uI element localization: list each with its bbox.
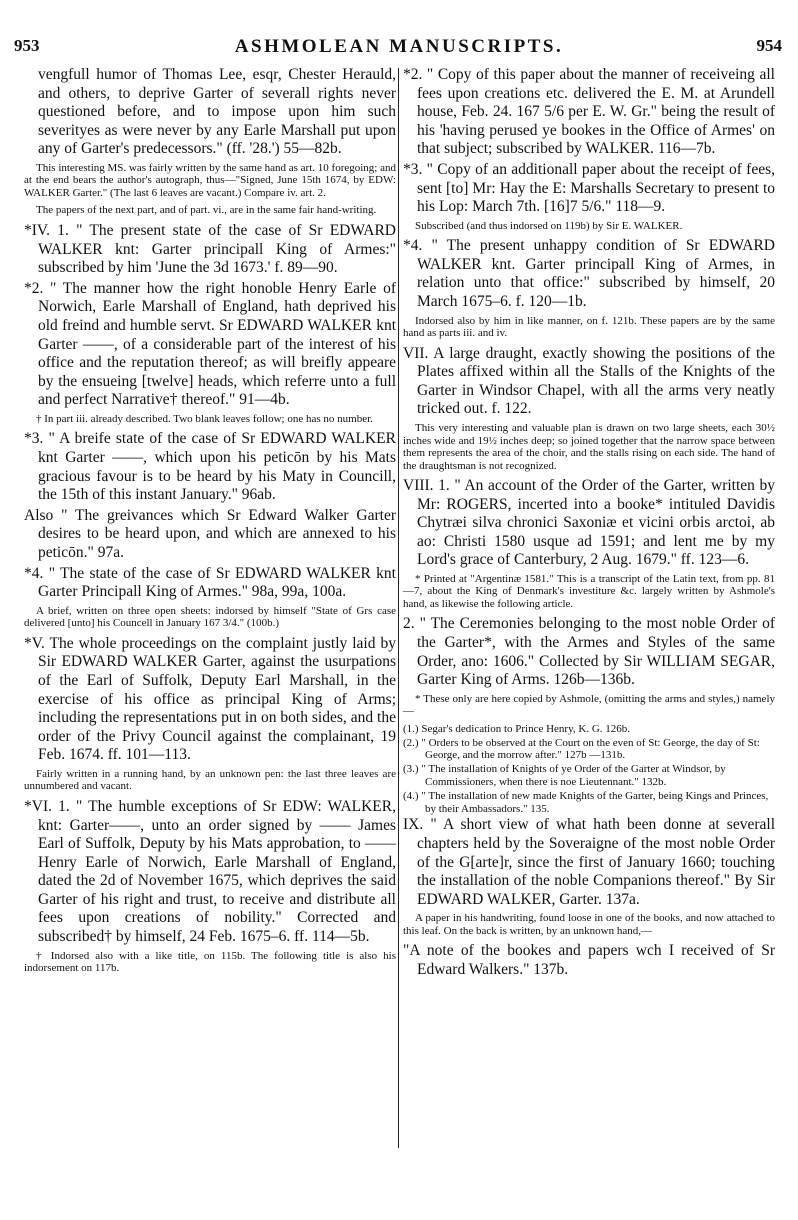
column-divider xyxy=(398,68,399,1148)
right-column-sub-item: (1.) Segar's dedication to Prince Henry, K. G. 126b. xyxy=(403,722,631,735)
right-column-sub-item: (3.) " The installation of Knights of ye Order of the Garter at Windsor, by Commissioners, when there is noe Lieutennant." 132b. xyxy=(403,763,726,789)
left-column-entry: vengfull humor of Thomas Lee, esqr, Chester Herauld, and others, to deprive Garter of severall rights never questioned before, and to impose upon him such severityes as were never by any Earle Marshall put upon any of Garter's predecessors." (ff. '28.') 55—82b. xyxy=(38,66,396,158)
running-header xyxy=(0,36,798,58)
left-column-entry: *IV. 1. " The present state of the case of Sr EDWARD WALKER knt: Garter principall King of Armes:" subscribed by him 'June the 3d 1673.' f. 89—90. xyxy=(24,221,396,277)
left-column-note: This interesting MS. was fairly written by the same hand as art. 10 foregoing; and at the end bears the author's autograph, thus—"Signed, June 15th 1674, by EDW: WALKER Garter." (The last 6 leaves are vacant.) Compare iv. art. 2. xyxy=(24,161,396,199)
left-column-entry: *V. The whole proceedings on the complaint justly laid by Sir EDWARD WALKER Garter, against the usurpations of the Earl of Suffolk, Deputy Earl Marshall, in the exercise of his office as principal King of Arms; including the representations put in on both sides, and the order of the Privy Council against the complainant, 19 Feb. 1674. ff. 101—113. xyxy=(24,634,396,764)
right-column-entry: VII. A large draught, exactly showing the positions of the Plates affixed within all the Stalls of the Knights of the Garter in Windsor Chapel, with all the arms very neatly tricked out. f. 122. xyxy=(403,344,775,418)
right-column-entry: *3. " Copy of an additionall paper about the receipt of fees, sent [to] Mr: Hay the E: Marshalls Secretary to present to his Lop: March 7th. [16]7 5/6." 118—9. xyxy=(403,160,775,216)
left-column-entry: *VI. 1. " The humble exceptions of Sr EDW: WALKER, knt: Garter——, unto an order signed by —— James Earl of Suffolk, Deputy by his Mats approbation, to —— Henry Earle of Norwich, Earle Marshall of England, dated the 2d of November 1675, which deprives the said Garter of his right and trust, to receive and distribute all fees upon creations of nobility." Corrected and subscribed† by himself, 24 Feb. 1675–6. ff. 114—5b. xyxy=(24,797,396,946)
left-column-entry: *4. " The state of the case of Sr EDWARD WALKER knt Garter Principall King of Armes." 98a, 99a, 100a. xyxy=(24,564,396,601)
left-column-note: † Indorsed also with a like title, on 115b. The following title is also his indorsement on 117b. xyxy=(24,949,396,975)
right-column-note: * These only are here copied by Ashmole, (omitting the arms and styles,) namely— xyxy=(403,692,775,718)
right-column-entry: "A note of the bookes and papers wch I received of Sr Edward Walkers." 137b. xyxy=(403,942,775,978)
right-column-entry: *2. " Copy of this paper about the manner of receiveing all fees upon creations etc. delivered the E. M. at Arundell house, Feb. 24. 167 5/6 per E. W. Gr." being the result of his 'having perused ye bookes in the Office of Armes' on that subject; subscribed by WALKER. 116—7b. xyxy=(403,66,775,158)
left-column-entry: Also " The greivances which Sr Edward Walker Garter desires to be heard upon, and which are annexed to his peticōn." 97a. xyxy=(24,506,396,561)
right-column-sub-item: (4.) " The installation of new made Knights of the Garter, being Kings and Princes, by their Ambassadors." 135. xyxy=(403,789,769,815)
left-column-note: The papers of the next part, and of part. vi., are in the same fair hand-writing. xyxy=(36,204,377,217)
right-column-note: Subscribed (and thus indorsed on 119b) by Sir E. WALKER. xyxy=(415,219,683,232)
left-column-entry: *2. " The manner how the right honoble Henry Earle of Norwich, Earle Marshall of England, hath deprived his old freind and humble servt. Sr EDWARD WALKER knt Garter ——, of a considerable part of the interest of his office and the reputation thereof; as will breifly appeare by the ensueing [twelve] heads, which referre unto a full and perfect Narrative† thereof." 91—4b. xyxy=(24,279,396,409)
right-column xyxy=(403,66,775,982)
left-column-entry: *3. " A breife state of the case of Sr EDWARD WALKER knt Garter ——, which upon his peticōn by his Mats gracious favour is to be heard by his Maty in Councill, the 15th of this instant January." 96ab. xyxy=(24,430,396,504)
left-column-note: A brief, written on three open sheets: indorsed by himself "State of Grs case delivered [unto] his Councell in January 167 3/4." (100b.) xyxy=(24,604,396,630)
page-title: ASHMOLEAN MANUSCRIPTS. xyxy=(234,36,564,57)
left-column-note: Fairly written in a running hand, by an unknown pen: the last three leaves are unnumbered and vacant. xyxy=(24,767,396,793)
right-column-entry: IX. " A short view of what hath been donne at severall chapters held by the Soveraigne of the most noble Order of the G[arte]r, since the first of January 1660; touching the installation of the noble Companions thereof." By Sir EDWARD WALKER, Garter. 137a. xyxy=(403,816,775,908)
right-column-entry: *4. " The present unhappy condition of Sr EDWARD WALKER knt. Garter principall King of Armes, in relation unto that office:" subscribed by himself, 20 March 1675–6. f. 120—1b. xyxy=(403,237,775,311)
left-column-note: † In part iii. already described. Two blank leaves follow; one has no number. xyxy=(36,412,373,425)
right-column-entry: VIII. 1. " An account of the Order of the Garter, written by Mr: ROGERS, incerted into a booke* intituled Davidis Chytræi silva chronici Saxoniæ et vicini orbis arctoi, ab ao: Christi 1580 usque ad 1591; and lent me by my Lord's grace of Canterbury, 2 Aug. 1679." ff. 123—6. xyxy=(403,477,775,569)
right-column-note: A paper in his handwriting, found loose in one of the books, and now attached to this leaf. On the back is written, by an unknown hand,— xyxy=(403,912,775,937)
page-number-right: 954 xyxy=(756,36,782,55)
right-column-entry: 2. " The Ceremonies belonging to the most noble Order of the Garter*, with the Armes and Styles of the same Order, ano: 1606." Collected by Sir WILLIAM SEGAR, Garter King of Arms. 126b—136b. xyxy=(403,615,775,689)
right-column-sub-item: (2.) " Orders to be observed at the Court on the even of St: George, the day of St: George, and the morrow after." 127b —131b. xyxy=(403,736,760,762)
right-column-note: This very interesting and valuable plan is drawn on two large sheets, each 30½ inches wide and 19½ inches deep; so joined together that the narrow space between them represents the area of the choir, and the stalls rising on each side. The hand of the draughtsman is not recognized. xyxy=(403,422,775,472)
right-column-note: Indorsed also by him in like manner, on f. 121b. These papers are by the same hand as parts iii. and iv. xyxy=(403,314,775,340)
left-column xyxy=(24,66,396,980)
right-column-note: * Printed at "Argentinæ 1581." This is a transcript of the Latin text, from pp. 81—7, about the King of Denmark's investiture &c. largely written by Ashmole's hand, as likewise the following article. xyxy=(403,572,775,610)
page-number-left: 953 xyxy=(14,36,40,55)
